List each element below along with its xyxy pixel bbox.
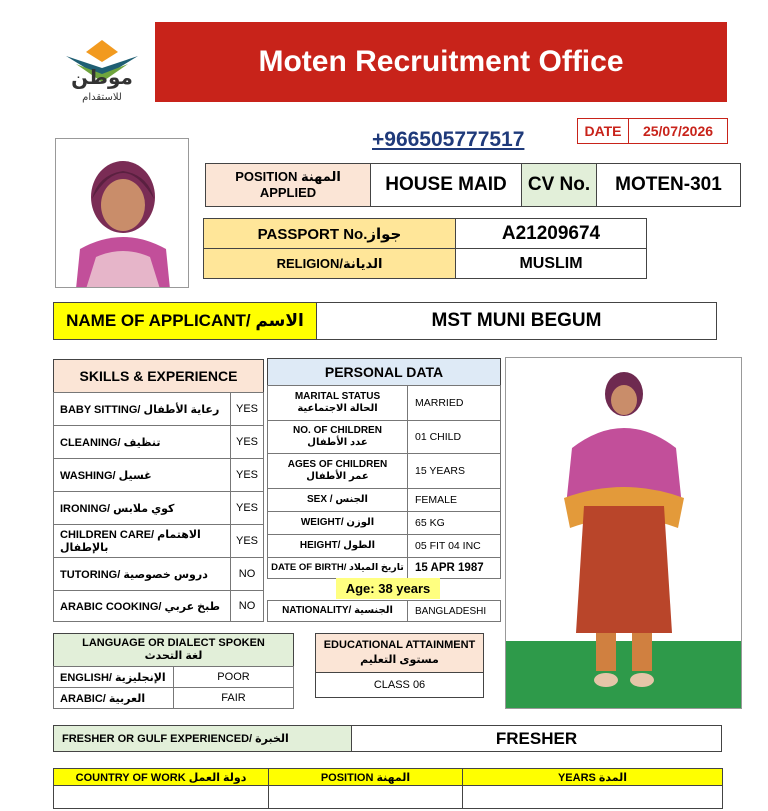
ages-label-en: AGES OF CHILDREN xyxy=(287,459,388,470)
marital-label xyxy=(267,385,408,421)
weight-label: WEIGHT/ الوزن xyxy=(267,511,408,535)
logo-name: موطن xyxy=(71,67,133,89)
education-title-en: EDUCATIONAL ATTAINMENT xyxy=(323,639,476,651)
language-label: ARABIC/ العربية xyxy=(53,687,174,709)
position-label: POSITION المهنة APPLIED xyxy=(205,163,371,207)
language-title-ar: لغة التحدث xyxy=(144,650,203,662)
language-title xyxy=(53,633,294,667)
religion-value: MUSLIM xyxy=(455,248,647,279)
applicant-photo-small xyxy=(55,138,189,288)
skill-label: WASHING/ غسيل xyxy=(53,458,231,492)
skill-label: CLEANING/ تنظيف xyxy=(53,425,231,459)
children-label-ar: عدد الأطفال xyxy=(307,437,368,448)
work-cell-position xyxy=(268,785,463,809)
children-label xyxy=(267,420,408,454)
height-value: 05 FIT 04 INC xyxy=(407,534,501,558)
education-title xyxy=(315,633,484,673)
education-value: CLASS 06 xyxy=(315,672,484,698)
skill-value: YES xyxy=(230,524,264,558)
nationality-label: NATIONALITY/ الجنسية xyxy=(267,600,408,622)
sex-value: FEMALE xyxy=(407,488,501,512)
education-title-ar: مستوى التعليم xyxy=(360,654,439,666)
personal-title: PERSONAL DATA xyxy=(267,358,501,386)
skill-value: YES xyxy=(230,392,264,426)
passport-label: PASSPORT No.جواز xyxy=(203,218,456,249)
applicant-name-label: NAME OF APPLICANT/ الاسم xyxy=(53,302,317,340)
person-portrait-icon xyxy=(56,139,189,288)
language-title-en: LANGUAGE OR DIALECT SPOKEN xyxy=(82,637,265,649)
marital-value: MARRIED xyxy=(407,385,501,421)
applicant-photo-full xyxy=(505,357,742,709)
weight-value: 65 KG xyxy=(407,511,501,535)
logo-subtitle: للاستقدام xyxy=(82,92,122,103)
applicant-name-value: MST MUNI BEGUM xyxy=(316,302,717,340)
work-cell-country xyxy=(53,785,269,809)
work-cell-years xyxy=(462,785,723,809)
ages-value: 15 YEARS xyxy=(407,453,501,489)
sex-label: SEX / الجنس xyxy=(267,488,408,512)
position-value: HOUSE MAID xyxy=(370,163,522,207)
marital-label-en: MARITAL STATUS xyxy=(294,391,381,402)
dob-label: DATE OF BIRTH/ تاريخ الميلاد xyxy=(267,557,408,579)
skill-label: CHILDREN CARE/ الاهتمام بالإطفال xyxy=(53,524,231,558)
person-full-icon xyxy=(506,358,742,709)
language-value: FAIR xyxy=(173,687,294,709)
language-value: POOR xyxy=(173,666,294,688)
ages-label-ar: عمر الأطفال xyxy=(306,471,369,482)
phone-number[interactable]: +966505777517 xyxy=(372,128,525,151)
work-col-country: COUNTRY OF WORK دولة العمل xyxy=(53,768,269,786)
marital-label-ar: الحالة الاجتماعية xyxy=(297,403,378,414)
nationality-value: BANGLADESHI xyxy=(407,600,501,622)
skill-label: BABY SITTING/ رعاية الأطفال xyxy=(53,392,231,426)
skills-title: SKILLS & EXPERIENCE xyxy=(53,359,264,393)
skill-value: YES xyxy=(230,458,264,492)
skill-label: TUTORING/ دروس خصوصية xyxy=(53,557,231,591)
passport-value: A21209674 xyxy=(455,218,647,249)
skill-value: YES xyxy=(230,491,264,525)
skill-value: YES xyxy=(230,425,264,459)
cv-value: MOTEN-301 xyxy=(596,163,741,207)
skill-label: ARABIC COOKING/ طبخ عربي xyxy=(53,590,231,622)
skill-value: NO xyxy=(230,590,264,622)
work-col-position: POSITION المهنة xyxy=(268,768,463,786)
age-badge: Age: 38 years xyxy=(336,578,440,599)
cv-label: CV No. xyxy=(521,163,597,207)
dob-value: 15 APR 1987 xyxy=(407,557,501,579)
page-title: Moten Recruitment Office xyxy=(155,22,727,102)
skill-value: NO xyxy=(230,557,264,591)
experience-label: FRESHER OR GULF EXPERIENCED/ الخبرة xyxy=(53,725,352,752)
date-label: DATE xyxy=(577,118,629,144)
height-label: HEIGHT/ الطول xyxy=(267,534,408,558)
work-col-years: YEARS المدة xyxy=(462,768,723,786)
ages-label xyxy=(267,453,408,489)
children-label-en: NO. OF CHILDREN xyxy=(293,425,382,436)
experience-value: FRESHER xyxy=(351,725,722,752)
religion-label: RELIGION/الديانة xyxy=(203,248,456,279)
children-value: 01 CHILD xyxy=(407,420,501,454)
skill-label: IRONING/ كوي ملابس xyxy=(53,491,231,525)
date-value: 25/07/2026 xyxy=(628,118,728,144)
language-label: ENGLISH/ الإنجليزية xyxy=(53,666,174,688)
